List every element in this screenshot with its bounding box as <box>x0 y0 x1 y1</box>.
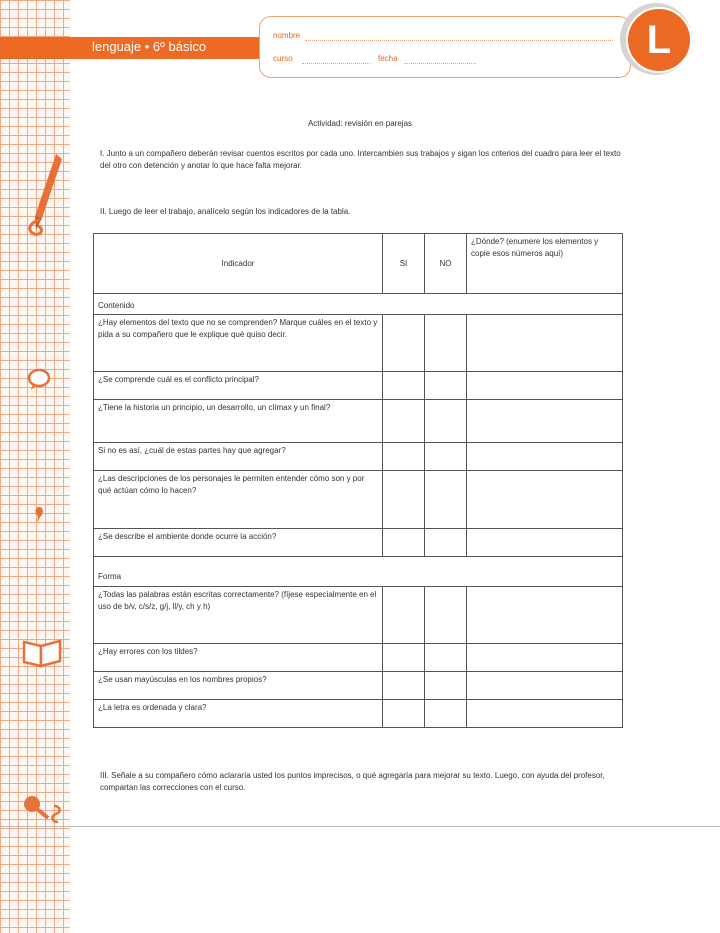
no-cell[interactable] <box>425 471 467 529</box>
where-cell[interactable] <box>467 372 623 400</box>
indicator-cell: ¿Todas las palabras están escritas correctamente? (fíjese especialmente en el uso de b/v, c/s/z, g/j, ll/y, ch y h) <box>94 587 383 644</box>
yes-cell[interactable] <box>383 443 425 471</box>
no-cell[interactable] <box>425 587 467 644</box>
no-cell[interactable] <box>425 672 467 700</box>
where-cell[interactable] <box>467 700 623 728</box>
indicator-cell: ¿Se usan mayúsculas en los nombres propios? <box>94 672 383 700</box>
yes-cell[interactable] <box>383 372 425 400</box>
header-yes: SI <box>383 234 425 294</box>
where-cell[interactable] <box>467 529 623 557</box>
student-info-box <box>259 16 631 78</box>
no-cell[interactable] <box>425 644 467 672</box>
activity-title: Actividad: revisión en parejas <box>307 119 413 128</box>
indicator-cell: Si no es así, ¿cuál de estas partes hay que agregar? <box>94 443 383 471</box>
instruction-1: I. Junto a un compañero deberán revisar cuentos escritos por cada uno. Intercambien sus trabajos y sigan los criterios del cuadro para leer el texto del otro con detención y anotar lo que hace falta mejorar. <box>100 149 621 170</box>
indicator-cell: ¿La letra es ordenada y clara? <box>94 700 383 728</box>
no-cell[interactable] <box>425 372 467 400</box>
where-cell[interactable] <box>467 587 623 644</box>
instruction-2: II. Luego de leer el trabajo, analícelo según los indicadores de la tabla. <box>100 207 351 216</box>
indicator-cell: ¿Las descripciones de los personajes le permiten entender cómo son y por qué actúan cómo lo hacen? <box>94 471 383 529</box>
bottom-rule <box>0 826 720 827</box>
no-cell[interactable] <box>425 400 467 443</box>
indicator-cell: ¿Hay errores con los tildes? <box>94 644 383 672</box>
nombre-label: nombre <box>273 31 301 40</box>
where-cell[interactable] <box>467 471 623 529</box>
section-form: Forma <box>94 557 623 587</box>
no-cell[interactable] <box>425 700 467 728</box>
yes-cell[interactable] <box>383 644 425 672</box>
yes-cell[interactable] <box>383 529 425 557</box>
where-cell[interactable] <box>467 672 623 700</box>
no-cell[interactable] <box>425 315 467 372</box>
yes-cell[interactable] <box>383 587 425 644</box>
speech-bubble-icon <box>26 366 52 392</box>
yes-cell[interactable] <box>383 400 425 443</box>
header-indicator: Indicador <box>94 234 383 294</box>
instruction-3: III. Señale a su compañero cómo aclararía usted los puntos imprecisos, o qué agregaría para mejorar su texto. Luego, con ayuda del profesor, compartan las correcciones con el curso. <box>100 771 605 792</box>
indicator-cell: ¿Se describe el ambiente donde ocurre la acción? <box>94 529 383 557</box>
curso-field[interactable] <box>302 63 370 64</box>
where-cell[interactable] <box>467 400 623 443</box>
microphone-icon <box>20 792 68 828</box>
fecha-label: fecha <box>378 54 398 63</box>
no-cell[interactable] <box>425 443 467 471</box>
indicator-cell: ¿Tiene la historia un principio, un desarrollo, un clímax y un final? <box>94 400 383 443</box>
indicator-cell: ¿Hay elementos del texto que no se comprenden? Marque cuáles en el texto y pida a su compañero que le explique qué quiso decir. <box>94 315 383 372</box>
curso-label: curso <box>273 54 293 63</box>
yes-cell[interactable] <box>383 315 425 372</box>
evaluation-table <box>93 233 623 728</box>
no-cell[interactable] <box>425 529 467 557</box>
yes-cell[interactable] <box>383 471 425 529</box>
section-content: Contenido <box>94 294 623 315</box>
fecha-field[interactable] <box>404 63 476 64</box>
yes-cell[interactable] <box>383 700 425 728</box>
subject-badge: L <box>626 7 692 73</box>
indicator-cell: ¿Se comprende cuál es el conflicto principal? <box>94 372 383 400</box>
book-icon <box>20 636 64 670</box>
comma-icon <box>32 505 46 525</box>
where-cell[interactable] <box>467 315 623 372</box>
where-cell[interactable] <box>467 644 623 672</box>
nombre-field[interactable] <box>305 40 613 41</box>
yes-cell[interactable] <box>383 672 425 700</box>
where-cell[interactable] <box>467 443 623 471</box>
header-where: ¿Dónde? (enumere los elementos y copie esos números aquí) <box>467 234 623 294</box>
header-no: NO <box>425 234 467 294</box>
pencil-icon <box>22 150 66 240</box>
subject-banner-text: lenguaje • 6º básico <box>92 39 207 54</box>
